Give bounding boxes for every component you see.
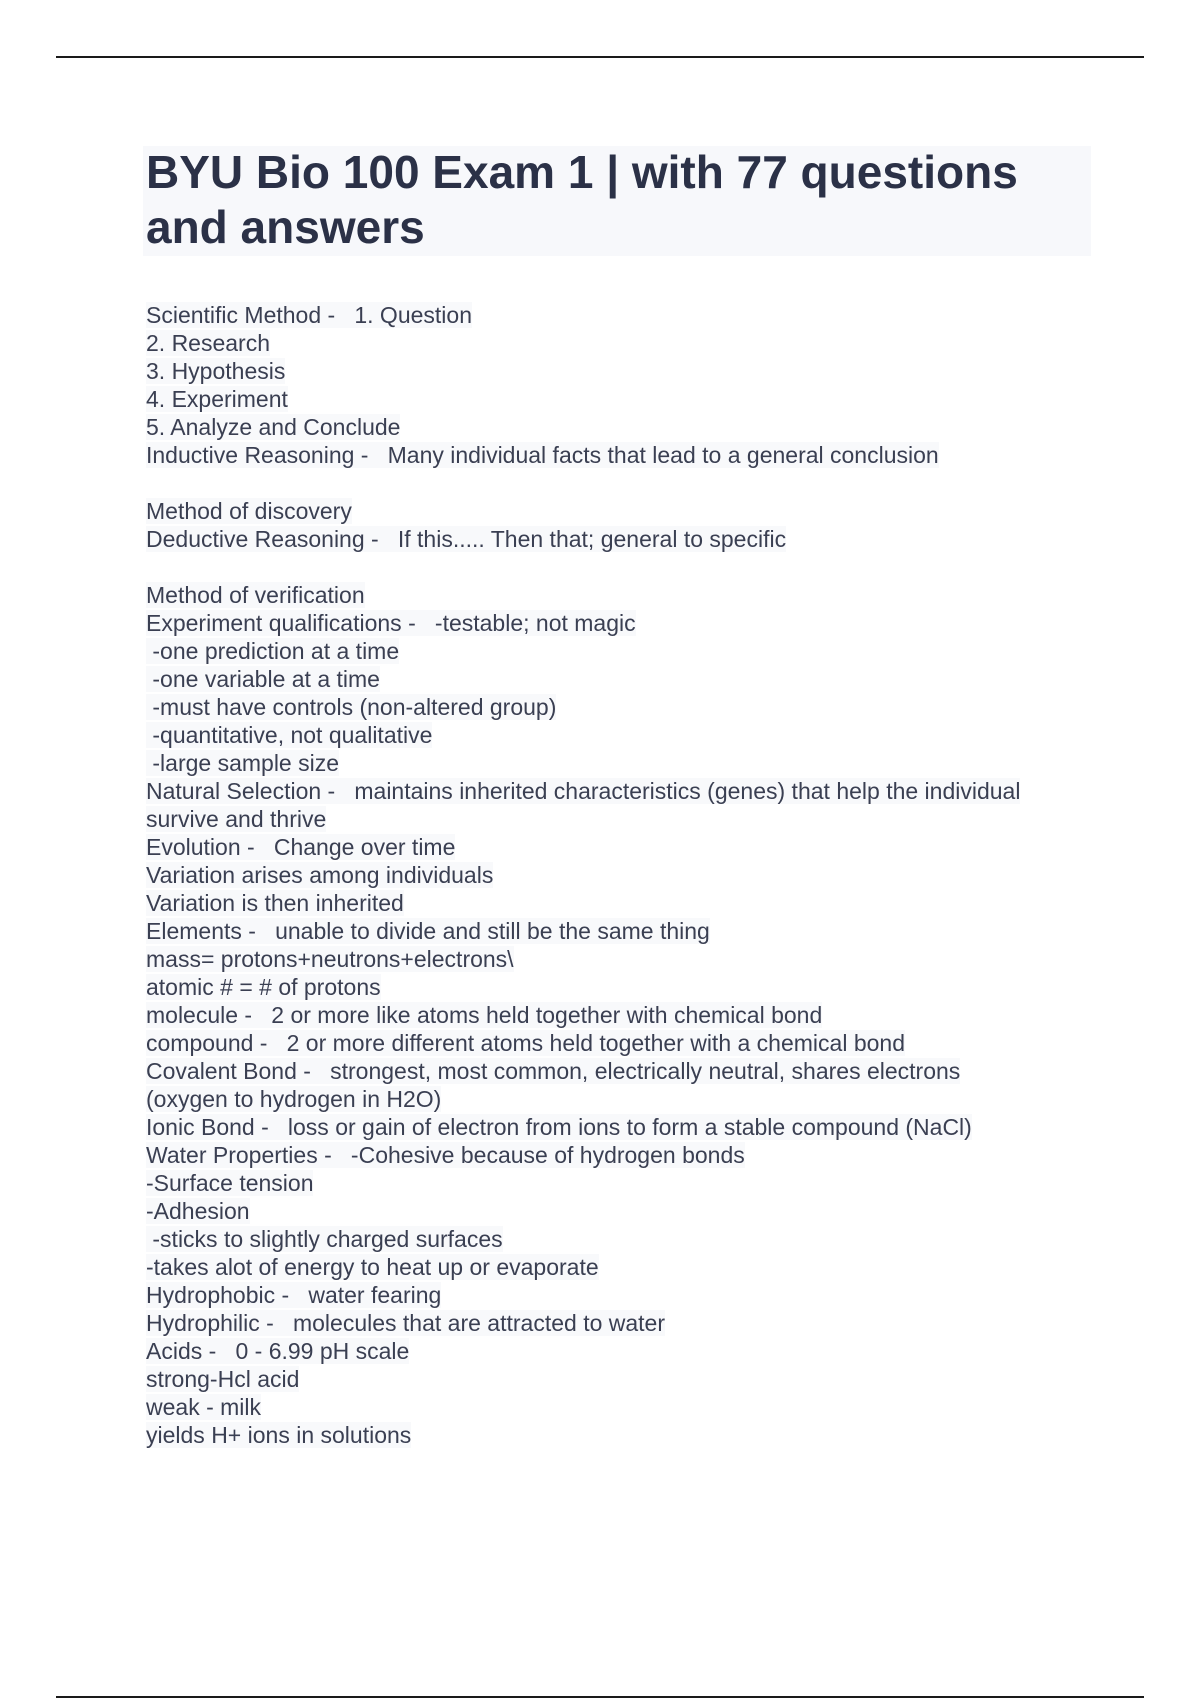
note-line: Hydrophilic - molecules that are attracted to water xyxy=(146,1310,666,1336)
note-line: survive and thrive xyxy=(146,806,327,832)
note-line: Hydrophobic - water fearing xyxy=(146,1282,442,1308)
note-line: 3. Hypothesis xyxy=(146,358,286,384)
note-line: atomic # = # of protons xyxy=(146,974,381,1000)
note-line: Acids - 0 - 6.99 pH scale xyxy=(146,1338,410,1364)
note-line: molecule - 2 or more like atoms held together with chemical bond xyxy=(146,1002,823,1028)
note-line: Evolution - Change over time xyxy=(146,834,456,860)
note-line: Ionic Bond - loss or gain of electron from ions to form a stable compound (NaCl) xyxy=(146,1114,972,1140)
note-line: Natural Selection - maintains inherited characteristics (genes) that help the individual xyxy=(146,778,1021,804)
note-line: -quantitative, not qualitative xyxy=(146,722,433,748)
note-line: strong-Hcl acid xyxy=(146,1366,300,1392)
note-line: 5. Analyze and Conclude xyxy=(146,414,401,440)
note-line: mass= protons+neutrons+electrons\ xyxy=(146,946,514,972)
note-line: 2. Research xyxy=(146,330,271,356)
bottom-divider xyxy=(56,1696,1144,1698)
note-line: Method of discovery xyxy=(146,498,352,524)
study-notes xyxy=(146,301,1086,1449)
note-line: Elements - unable to divide and still be the same thing xyxy=(146,918,710,944)
note-line: yields H+ ions in solutions xyxy=(146,1422,412,1448)
note-line: -Adhesion xyxy=(146,1198,250,1224)
note-line: Scientific Method - 1. Question xyxy=(146,302,472,328)
note-line: -one variable at a time xyxy=(146,666,380,692)
note-line: (oxygen to hydrogen in H2O) xyxy=(146,1086,442,1112)
note-line: -sticks to slightly charged surfaces xyxy=(146,1226,503,1252)
note-line: weak - milk xyxy=(146,1394,262,1420)
note-line: -one prediction at a time xyxy=(146,638,400,664)
top-divider xyxy=(56,56,1144,58)
note-line: -large sample size xyxy=(146,750,340,776)
note-line: 4. Experiment xyxy=(146,386,288,412)
note-line: Water Properties - -Cohesive because of hydrogen bonds xyxy=(146,1142,745,1168)
note-line: Variation is then inherited xyxy=(146,890,404,916)
note-line: compound - 2 or more different atoms held together with a chemical bond xyxy=(146,1030,905,1056)
note-line: Deductive Reasoning - If this..... Then that; general to specific xyxy=(146,526,787,552)
page-title: BYU Bio 100 Exam 1 | with 77 questions and answers xyxy=(146,146,1018,253)
note-line: Experiment qualifications - -testable; not magic xyxy=(146,610,636,636)
note-line: Covalent Bond - strongest, most common, electrically neutral, shares electrons xyxy=(146,1058,961,1084)
note-line: -Surface tension xyxy=(146,1170,314,1196)
note-line: -must have controls (non-altered group) xyxy=(146,694,557,720)
note-line: Method of verification xyxy=(146,582,365,608)
blank-line xyxy=(146,469,1086,497)
note-line: Variation arises among individuals xyxy=(146,862,494,888)
note-line: Inductive Reasoning - Many individual facts that lead to a general conclusion xyxy=(146,442,939,468)
blank-line xyxy=(146,553,1086,581)
note-line: -takes alot of energy to heat up or evaporate xyxy=(146,1254,599,1280)
